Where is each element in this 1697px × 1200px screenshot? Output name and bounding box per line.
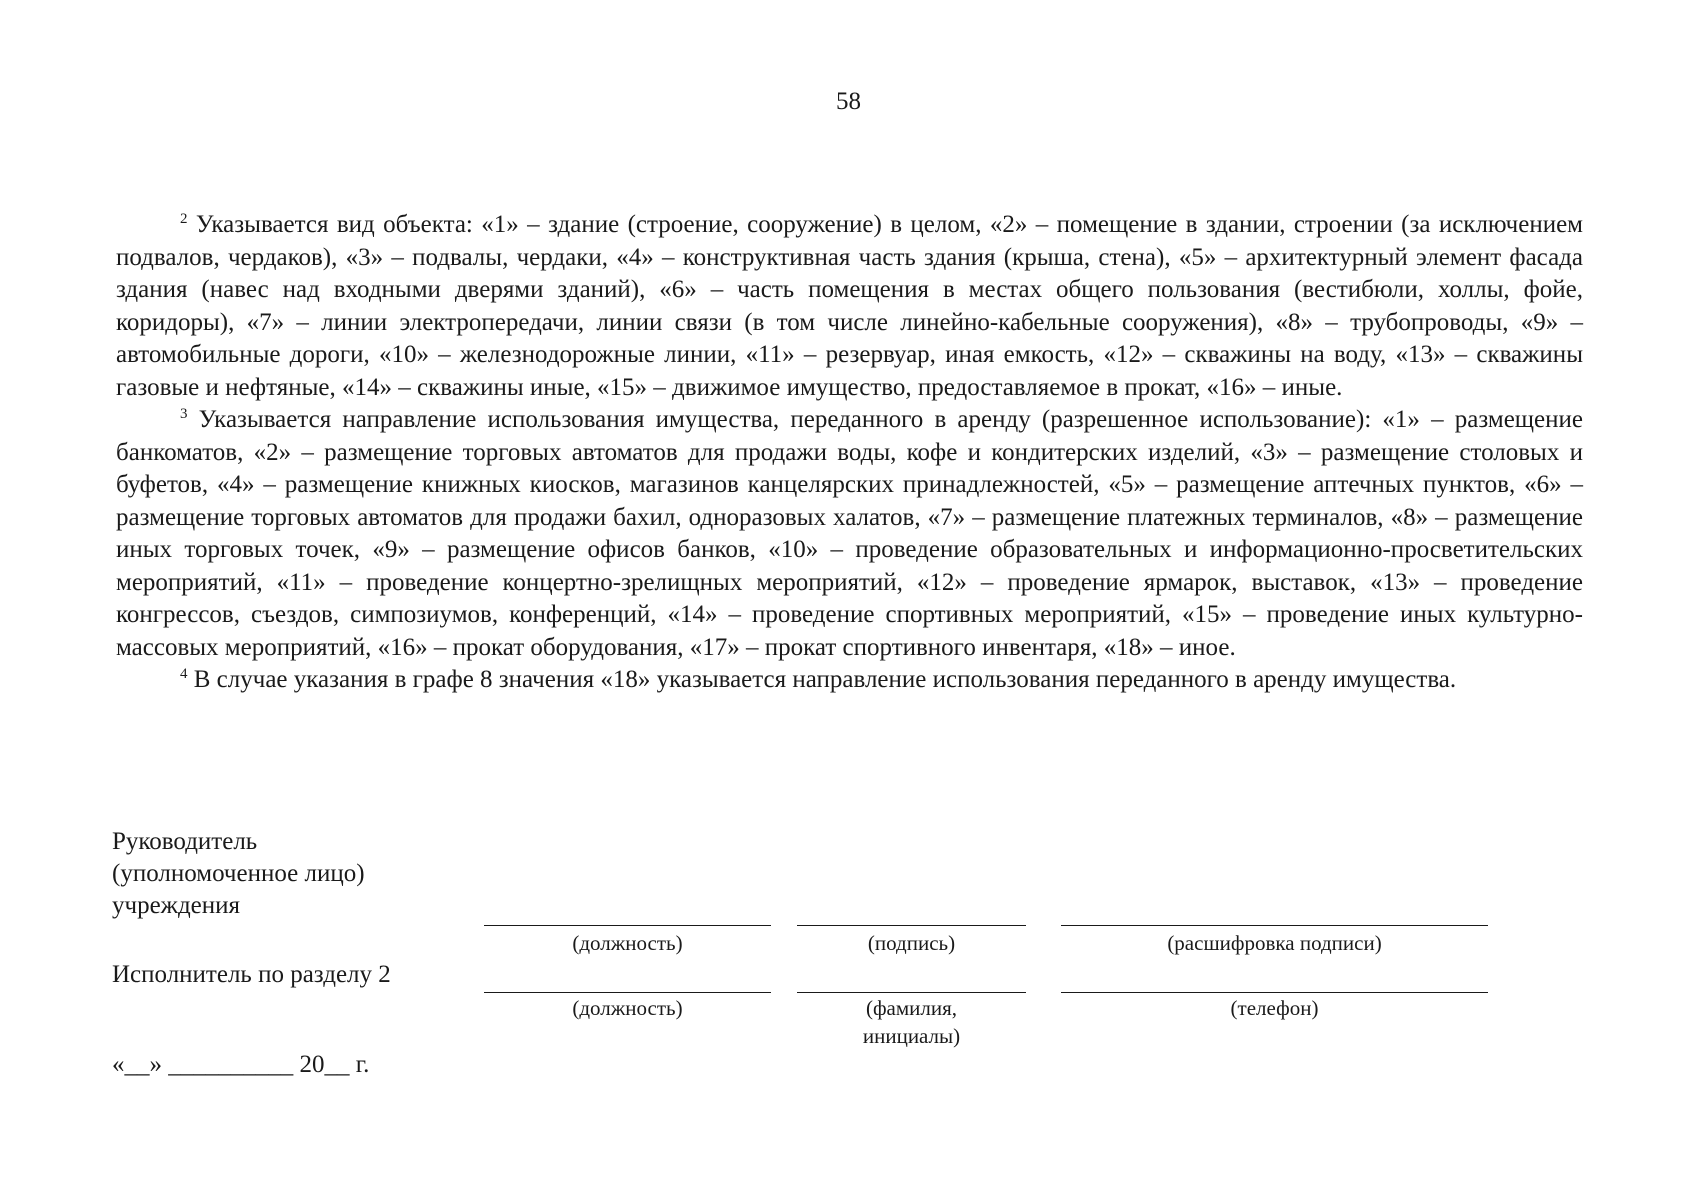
page-number: 58 bbox=[836, 88, 861, 115]
head-decryption-line bbox=[1061, 925, 1488, 926]
footnote-marker: 3 bbox=[180, 406, 188, 422]
head-label-line: (уполномоченное лицо) bbox=[112, 860, 365, 887]
head-decryption-caption: (расшифровка подписи) bbox=[1167, 931, 1382, 955]
footnote-text: В случае указания в графе 8 значения «18» указывается направление использования переданного в аренду имущества. bbox=[193, 666, 1457, 693]
head-label-line: Руководитель bbox=[112, 828, 258, 855]
footnote-marker: 4 bbox=[180, 666, 188, 682]
performer-phone-caption: (телефон) bbox=[1230, 996, 1319, 1020]
head-position-line bbox=[484, 925, 771, 926]
head-signature-line bbox=[797, 925, 1026, 926]
performer-phone-line bbox=[1061, 992, 1488, 993]
footnotes bbox=[116, 209, 1583, 697]
head-label-line: учреждения bbox=[112, 892, 241, 919]
footnote-text: Указывается направление использования имущества, переданного в аренду (разрешенное использование): «1» – размещение банкоматов, «2» – размещение торговых автоматов для продажи воды, кофе и кондитерских изделий, «3» – размещение столовых и буфетов, «4» – размещение книжных киосков, магазинов канцелярских принадлежностей, «5» – размещение аптечных пунктов, «6» – размещение торговых автоматов для продажи бахил, одноразовых халатов, «7» – размещение платежных терминалов, «8» – размещение иных торговых точек, «9» – размещение офисов банков, «10» – проведение образовательных и информационно-просветительских мероприятий, «11» – проведение концертно-зрелищных мероприятий, «12» – проведение ярмарок, выставок, «13» – проведение конгрессов, съездов, симпозиумов, конференций, «14» – проведение спортивных мероприятий, «15» – проведение иных культурно-массовых мероприятий, «16» – прокат оборудования, «17» – прокат спортивного инвентаря, «18» – иное. bbox=[116, 406, 1583, 661]
head-signature-label bbox=[112, 826, 365, 922]
footnote-marker: 2 bbox=[180, 211, 188, 227]
performer-name-caption-line: (фамилия, bbox=[865, 996, 958, 1020]
footnote-3 bbox=[116, 404, 1583, 664]
performer-position-caption: (должность) bbox=[572, 996, 683, 1020]
footnote-2 bbox=[116, 209, 1583, 404]
footnote-4 bbox=[116, 664, 1583, 697]
performer-name-caption bbox=[797, 994, 1026, 1050]
performer-position-line bbox=[484, 992, 771, 993]
head-signature-caption: (подпись) bbox=[867, 931, 956, 955]
date-line: «__» __________ 20__ г. bbox=[112, 1051, 370, 1078]
footnote-text: Указывается вид объекта: «1» – здание (строение, сооружение) в целом, «2» – помещение в здании, строении (за исключением подвалов, чердаков), «3» – подвалы, чердаки, «4» – конструктивная часть здания (крыша, стена), «5» – архитектурный элемент фасада здания (навес над входными дверями зданий), «6» – часть помещения в местах общего пользования (вестибюли, холлы, фойе, коридоры), «7» – линии электропередачи, линии связи (в том числе линейно-кабельные сооружения), «8» – трубопроводы, «9» – автомобильные дороги, «10» – железнодорожные линии, «11» – резервуар, иная емкость, «12» – скважины на воду, «13» – скважины газовые и нефтяные, «14» – скважины иные, «15» – движимое имущество, предоставляемое в прокат, «16» – иные. bbox=[116, 211, 1583, 401]
performer-name-line bbox=[797, 992, 1026, 993]
head-position-caption: (должность) bbox=[572, 931, 683, 955]
performer-name-caption-line: инициалы) bbox=[862, 1024, 961, 1048]
performer-label: Исполнитель по разделу 2 bbox=[112, 961, 391, 988]
